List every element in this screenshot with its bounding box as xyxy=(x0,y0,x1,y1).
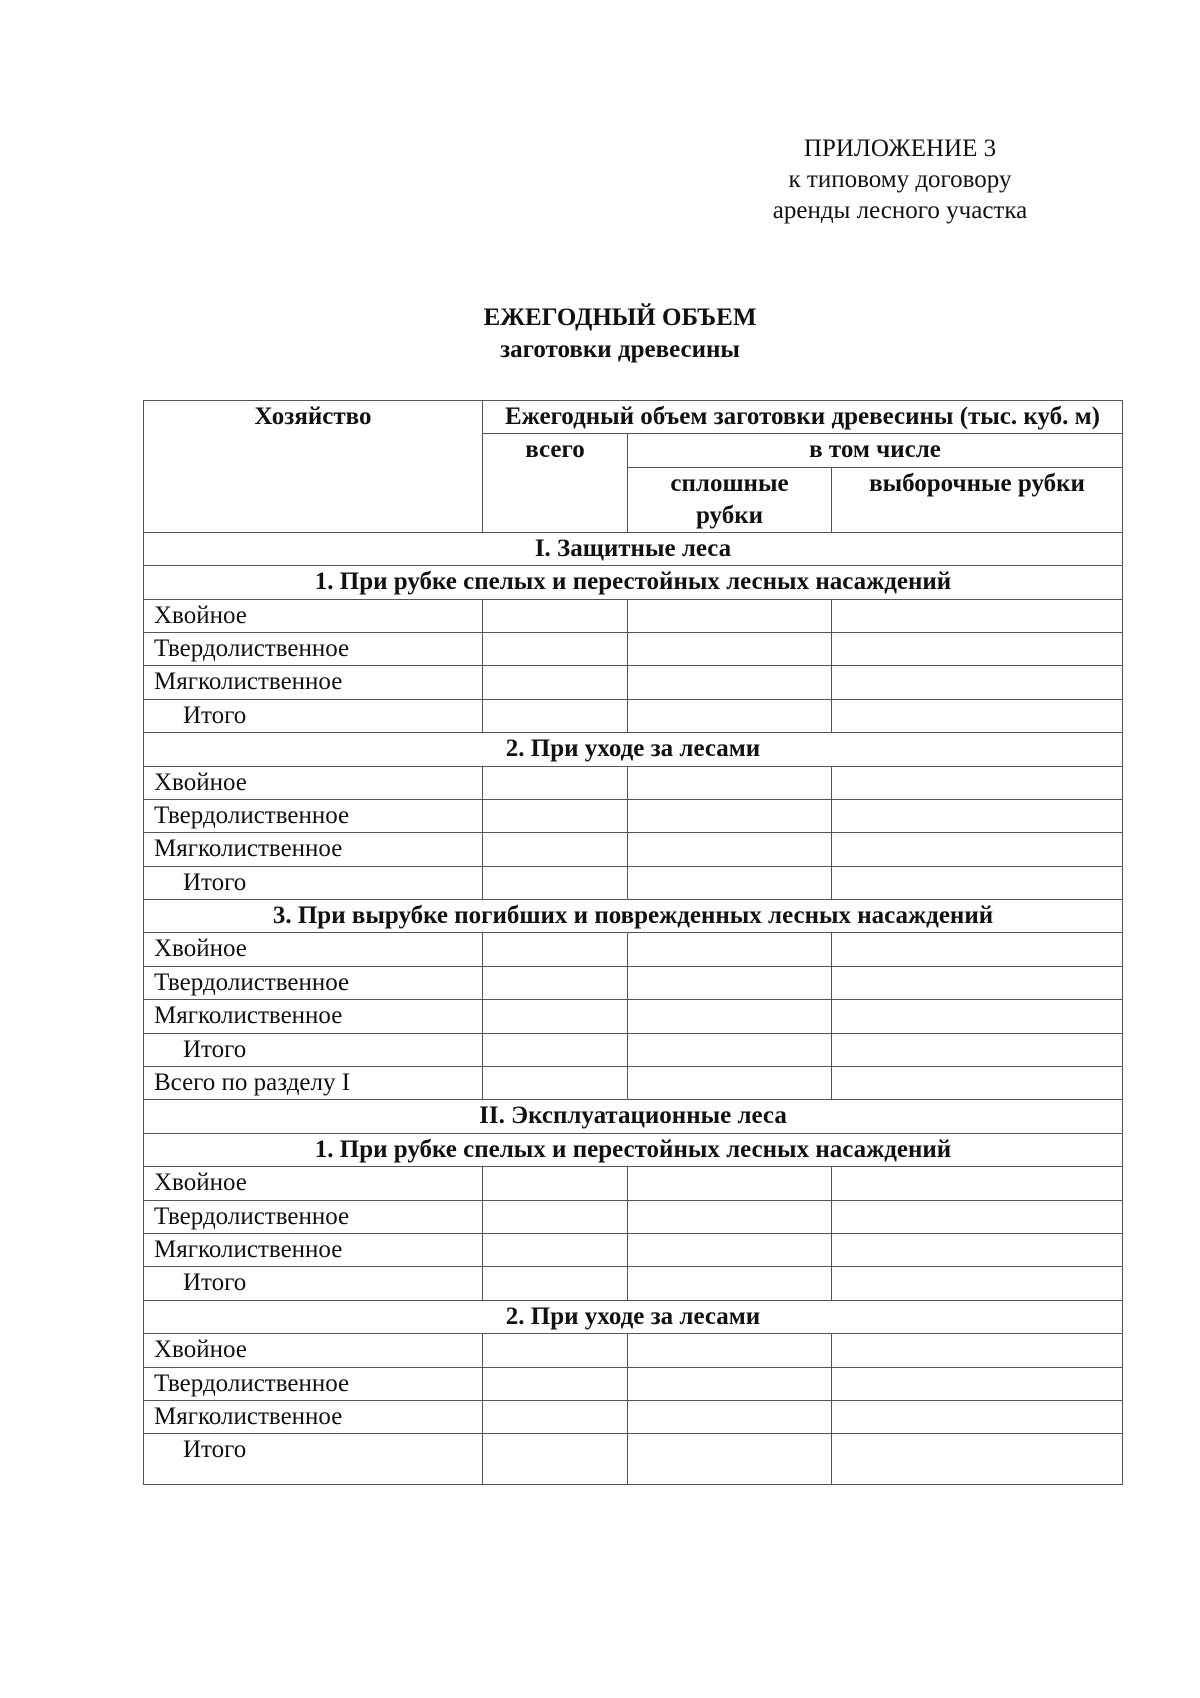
cell-selective-cuts[interactable] xyxy=(832,632,1123,665)
table-row xyxy=(144,866,1123,899)
table-row xyxy=(144,1033,1123,1066)
table-row xyxy=(144,1434,1123,1485)
cell-clear-cuts[interactable] xyxy=(628,1167,832,1200)
cell-clear-cuts[interactable] xyxy=(628,666,832,699)
appendix-reference: к типовому договору xyxy=(788,166,1012,193)
cell-clear-cuts[interactable] xyxy=(628,933,832,966)
cell-clear-cuts[interactable] xyxy=(628,966,832,999)
table-row xyxy=(144,833,1123,866)
title-main: ЕЖЕГОДНЫЙ ОБЪЕМ xyxy=(483,304,757,331)
cell-clear-cuts[interactable] xyxy=(628,1033,832,1066)
cell-total[interactable] xyxy=(483,1267,628,1300)
cell-total[interactable] xyxy=(483,1000,628,1033)
row-label: Итого xyxy=(144,1033,483,1066)
cell-clear-cuts[interactable] xyxy=(628,1067,832,1100)
row-label: Твердолиственное xyxy=(144,1200,483,1233)
appendix-caption xyxy=(700,133,1100,226)
cell-selective-cuts[interactable] xyxy=(832,1067,1123,1100)
cell-total[interactable] xyxy=(483,1067,628,1100)
cell-selective-cuts[interactable] xyxy=(832,866,1123,899)
table-row xyxy=(144,1067,1123,1100)
table-row xyxy=(144,1233,1123,1266)
cell-selective-cuts[interactable] xyxy=(832,833,1123,866)
cell-selective-cuts[interactable] xyxy=(832,599,1123,632)
subsection-row xyxy=(144,566,1123,599)
section-production-forests: II. Эксплуатационные леса xyxy=(144,1100,1123,1133)
cell-total[interactable] xyxy=(483,1367,628,1400)
subsection-row xyxy=(144,900,1123,933)
cell-total[interactable] xyxy=(483,666,628,699)
row-label: Всего по разделу I xyxy=(144,1067,483,1100)
subsection-mature-felling: 1. При рубке спелых и перестойных лесных насаждений xyxy=(144,566,1123,599)
document-title xyxy=(0,302,1200,366)
table-row xyxy=(144,666,1123,699)
cell-total[interactable] xyxy=(483,1434,628,1485)
table-row xyxy=(144,1367,1123,1400)
row-label: Хвойное xyxy=(144,933,483,966)
cell-clear-cuts[interactable] xyxy=(628,799,832,832)
cell-clear-cuts[interactable] xyxy=(628,1400,832,1433)
cell-selective-cuts[interactable] xyxy=(832,666,1123,699)
cell-clear-cuts[interactable] xyxy=(628,632,832,665)
cell-clear-cuts[interactable] xyxy=(628,1200,832,1233)
cell-total[interactable] xyxy=(483,1400,628,1433)
table-row xyxy=(144,1334,1123,1367)
section-row xyxy=(144,532,1123,565)
table-row xyxy=(144,1400,1123,1433)
row-label: Мягколиственное xyxy=(144,833,483,866)
cell-selective-cuts[interactable] xyxy=(832,1334,1123,1367)
row-label: Мягколиственное xyxy=(144,666,483,699)
title-sub: заготовки древесины xyxy=(500,336,740,363)
row-label: Твердолиственное xyxy=(144,632,483,665)
cell-clear-cuts[interactable] xyxy=(628,1233,832,1266)
cell-selective-cuts[interactable] xyxy=(832,1200,1123,1233)
header-farm: Хозяйство xyxy=(144,401,483,533)
table-row xyxy=(144,699,1123,732)
cell-selective-cuts[interactable] xyxy=(832,1267,1123,1300)
cell-total[interactable] xyxy=(483,1033,628,1066)
cell-clear-cuts[interactable] xyxy=(628,1367,832,1400)
row-label: Твердолиственное xyxy=(144,1367,483,1400)
subsection-forest-care: 2. При уходе за лесами xyxy=(144,1300,1123,1333)
subsection-mature-felling: 1. При рубке спелых и перестойных лесных насаждений xyxy=(144,1133,1123,1166)
table-row xyxy=(144,1167,1123,1200)
row-label: Итого xyxy=(144,1267,483,1300)
cell-clear-cuts[interactable] xyxy=(628,699,832,732)
row-label: Мягколиственное xyxy=(144,1233,483,1266)
row-label: Хвойное xyxy=(144,1334,483,1367)
section-protective-forests: I. Защитные леса xyxy=(144,532,1123,565)
row-label: Твердолиственное xyxy=(144,799,483,832)
row-label: Мягколиственное xyxy=(144,1000,483,1033)
row-label: Итого xyxy=(144,699,483,732)
cell-total[interactable] xyxy=(483,966,628,999)
cell-selective-cuts[interactable] xyxy=(832,1033,1123,1066)
cell-total[interactable] xyxy=(483,599,628,632)
harvest-volume-table xyxy=(143,400,1123,1485)
header-including: в том числе xyxy=(628,434,1123,467)
row-label: Хвойное xyxy=(144,1167,483,1200)
table-row xyxy=(144,766,1123,799)
cell-selective-cuts[interactable] xyxy=(832,1367,1123,1400)
table-row xyxy=(144,799,1123,832)
cell-total[interactable] xyxy=(483,799,628,832)
subsection-row xyxy=(144,1133,1123,1166)
appendix-subject: аренды лесного участка xyxy=(772,197,1028,224)
subsection-row xyxy=(144,1300,1123,1333)
subsection-forest-care: 2. При уходе за лесами xyxy=(144,733,1123,766)
header-total: всего xyxy=(483,434,628,532)
header-annual-volume: Ежегодный объем заготовки древесины (тыс. куб. м) xyxy=(483,401,1123,434)
cell-clear-cuts[interactable] xyxy=(628,833,832,866)
cell-clear-cuts[interactable] xyxy=(628,599,832,632)
cell-clear-cuts[interactable] xyxy=(628,1267,832,1300)
cell-selective-cuts[interactable] xyxy=(832,1434,1123,1485)
row-label: Мягколиственное xyxy=(144,1400,483,1433)
table-row xyxy=(144,1267,1123,1300)
section-row xyxy=(144,1100,1123,1133)
table-row xyxy=(144,966,1123,999)
row-label: Хвойное xyxy=(144,599,483,632)
cell-selective-cuts[interactable] xyxy=(832,766,1123,799)
table-row xyxy=(144,632,1123,665)
cell-total[interactable] xyxy=(483,632,628,665)
cell-selective-cuts[interactable] xyxy=(832,966,1123,999)
cell-total[interactable] xyxy=(483,699,628,732)
cell-selective-cuts[interactable] xyxy=(832,1233,1123,1266)
cell-clear-cuts[interactable] xyxy=(628,766,832,799)
cell-total[interactable] xyxy=(483,1167,628,1200)
appendix-number: ПРИЛОЖЕНИЕ 3 xyxy=(803,135,997,162)
cell-clear-cuts[interactable] xyxy=(628,866,832,899)
cell-total[interactable] xyxy=(483,866,628,899)
cell-selective-cuts[interactable] xyxy=(832,1000,1123,1033)
table-row xyxy=(144,1000,1123,1033)
cell-total[interactable] xyxy=(483,766,628,799)
row-label: Итого xyxy=(144,866,483,899)
row-label: Хвойное xyxy=(144,766,483,799)
header-clear-cuts: сплошные рубки xyxy=(628,467,832,532)
subsection-dead-felling: 3. При вырубке погибших и поврежденных лесных насаждений xyxy=(144,900,1123,933)
table-row xyxy=(144,1200,1123,1233)
cell-selective-cuts[interactable] xyxy=(832,1167,1123,1200)
cell-selective-cuts[interactable] xyxy=(832,799,1123,832)
cell-selective-cuts[interactable] xyxy=(832,699,1123,732)
subsection-row xyxy=(144,733,1123,766)
cell-total[interactable] xyxy=(483,1200,628,1233)
cell-total[interactable] xyxy=(483,1334,628,1367)
cell-clear-cuts[interactable] xyxy=(628,1000,832,1033)
row-label: Твердолиственное xyxy=(144,966,483,999)
cell-clear-cuts[interactable] xyxy=(628,1334,832,1367)
header-selective-cuts: выборочные рубки xyxy=(832,467,1123,532)
table-row xyxy=(144,599,1123,632)
cell-clear-cuts[interactable] xyxy=(628,1434,832,1485)
row-label: Итого xyxy=(144,1434,483,1485)
cell-total[interactable] xyxy=(483,833,628,866)
cell-total[interactable] xyxy=(483,933,628,966)
cell-total[interactable] xyxy=(483,1233,628,1266)
cell-selective-cuts[interactable] xyxy=(832,933,1123,966)
table-row xyxy=(144,933,1123,966)
cell-selective-cuts[interactable] xyxy=(832,1400,1123,1433)
